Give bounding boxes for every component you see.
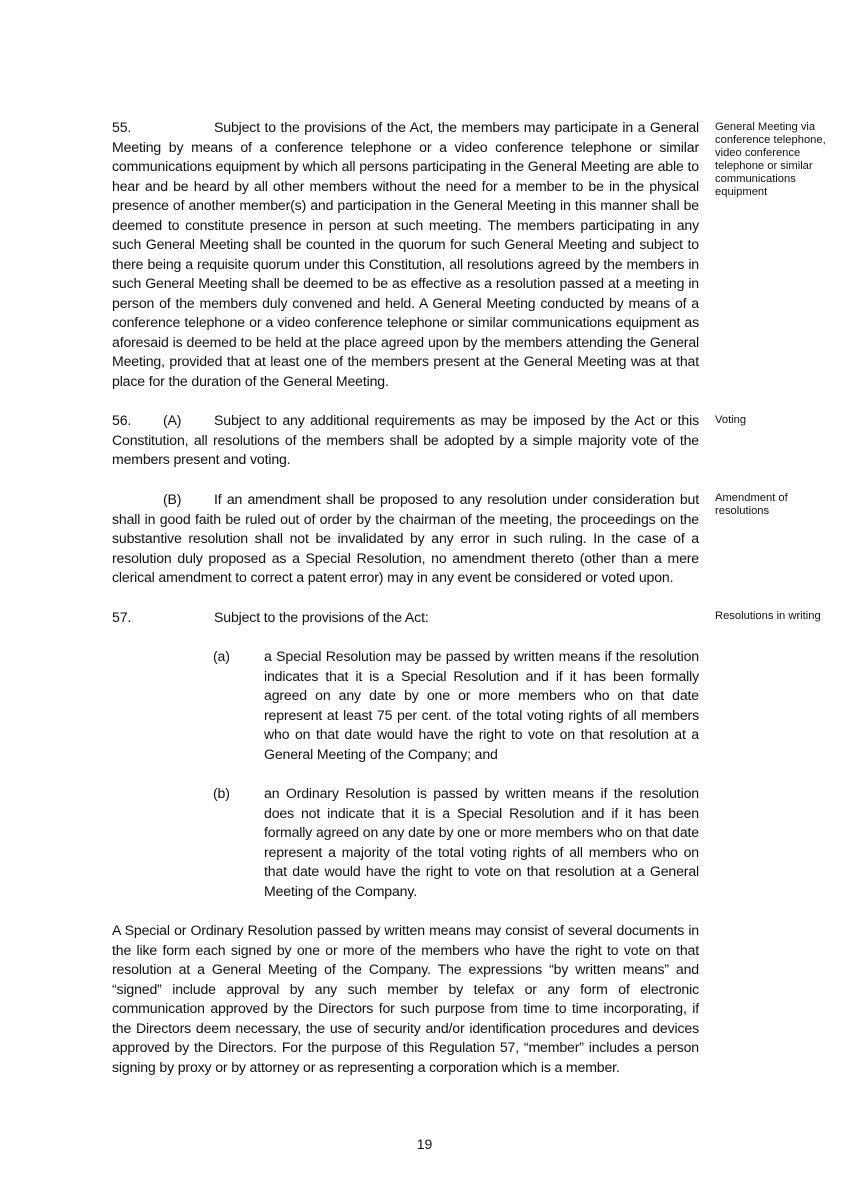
section-55: [112, 118, 699, 391]
page-number: 19: [416, 1136, 433, 1152]
subsection-label: (A): [163, 412, 182, 428]
section-57: [112, 608, 699, 628]
section-first-line: Subject to the provisions of the Act, the members may participate in a General: [214, 119, 699, 135]
section-number: 55.: [112, 119, 132, 135]
section-56a: [112, 411, 699, 470]
section-body: shall in good faith be ruled out of order by the chairman of the meeting, the proceedings on the substantive resolution shall not be invalidated by any error in such ruling. In the case of a resolution duly proposed as a Special Resolution, no amendment thereto (other than a mere clerical amendment to correct a patent error) may in any event be considered or voted upon.: [112, 510, 699, 585]
section-number: 56.: [112, 412, 132, 428]
margin-note-voting: Voting: [715, 414, 747, 426]
section-body: Meeting by means of a conference telephone or a video conference telephone or similar communications equipment by which all persons participating in the General Meeting are able to hear and be heard by all other members without the need for a member to be in the physical presence of another member(s) and participation in the General Meeting in this manner shall be deemed to constitute presence in person at such meeting. The members participating in any such General Meeting shall be counted in the quorum for such General Meeting and subject to there being a requisite quorum under this Constitution, all resolutions agreed by the members in such General Meeting shall be deemed to be as effective as a resolution passed at a meeting in person of the members duly convened and held. A General Meeting conducted by means of a conference telephone or a video conference telephone or similar communications equipment as aforesaid is deemed to be held at the place agreed upon by the members attending the General Meeting, provided that at least one of the members present at the General Meeting was at that place for the duration of the General Meeting.: [112, 138, 699, 389]
section-first-line: If an amendment shall be proposed to any resolution under consideration but: [214, 491, 699, 507]
subsection-label: (B): [163, 491, 182, 507]
section-body: Constitution, all resolutions of the members shall be adopted by a simple majority vote of the members present and voting.: [112, 431, 699, 467]
item-label: (b): [213, 785, 230, 801]
item-text: an Ordinary Resolution is passed by written means if the resolution does not indicate that it is a Special Resolution and if it has been formally agreed on any date by one or more members who on that date represent a majority of the total voting rights of all members who on that date would have the right to vote on that resolution at a General Meeting of the Company.: [264, 785, 699, 899]
margin-note-general-meeting: General Meeting via conference telephone, video conference telephone or similar communications equipment: [715, 121, 826, 198]
section-56b: [112, 490, 699, 588]
margin-note-amendment: Amendment of resolutions: [715, 492, 788, 517]
section-57-closing: A Special or Ordinary Resolution passed by written means may consist of several documents in the like form each signed by one or more of the members who have the right to vote on that resolution at a General Meeting of the Company. The expressions “by written means” and “signed” include approval by any such member by telefax or any form of electronic communication approved by the Directors for such purpose from time to time incorporating, if the Directors deem necessary, the use of security and/or identification procedures and devices approved by the Directors. For the purpose of this Regulation 57, “member” includes a person signing by proxy or by attorney or as representing a corporation which is a member.: [112, 922, 699, 1075]
section-first-line: Subject to any additional requirements as may be imposed by the Act or this: [214, 412, 699, 428]
item-label: (a): [213, 648, 230, 664]
margin-note-resolutions-writing: Resolutions in writing: [715, 610, 821, 622]
item-text: a Special Resolution may be passed by written means if the resolution indicates that it is a Special Resolution and if it has been formally agreed on any date by one or more members who on that date represent at least 75 per cent. of the total voting rights of all members who on that date would have the right to vote on that resolution at a General Meeting of the Company; and: [264, 648, 699, 762]
section-number: 57.: [112, 609, 132, 625]
section-intro: Subject to the provisions of the Act:: [214, 609, 429, 625]
